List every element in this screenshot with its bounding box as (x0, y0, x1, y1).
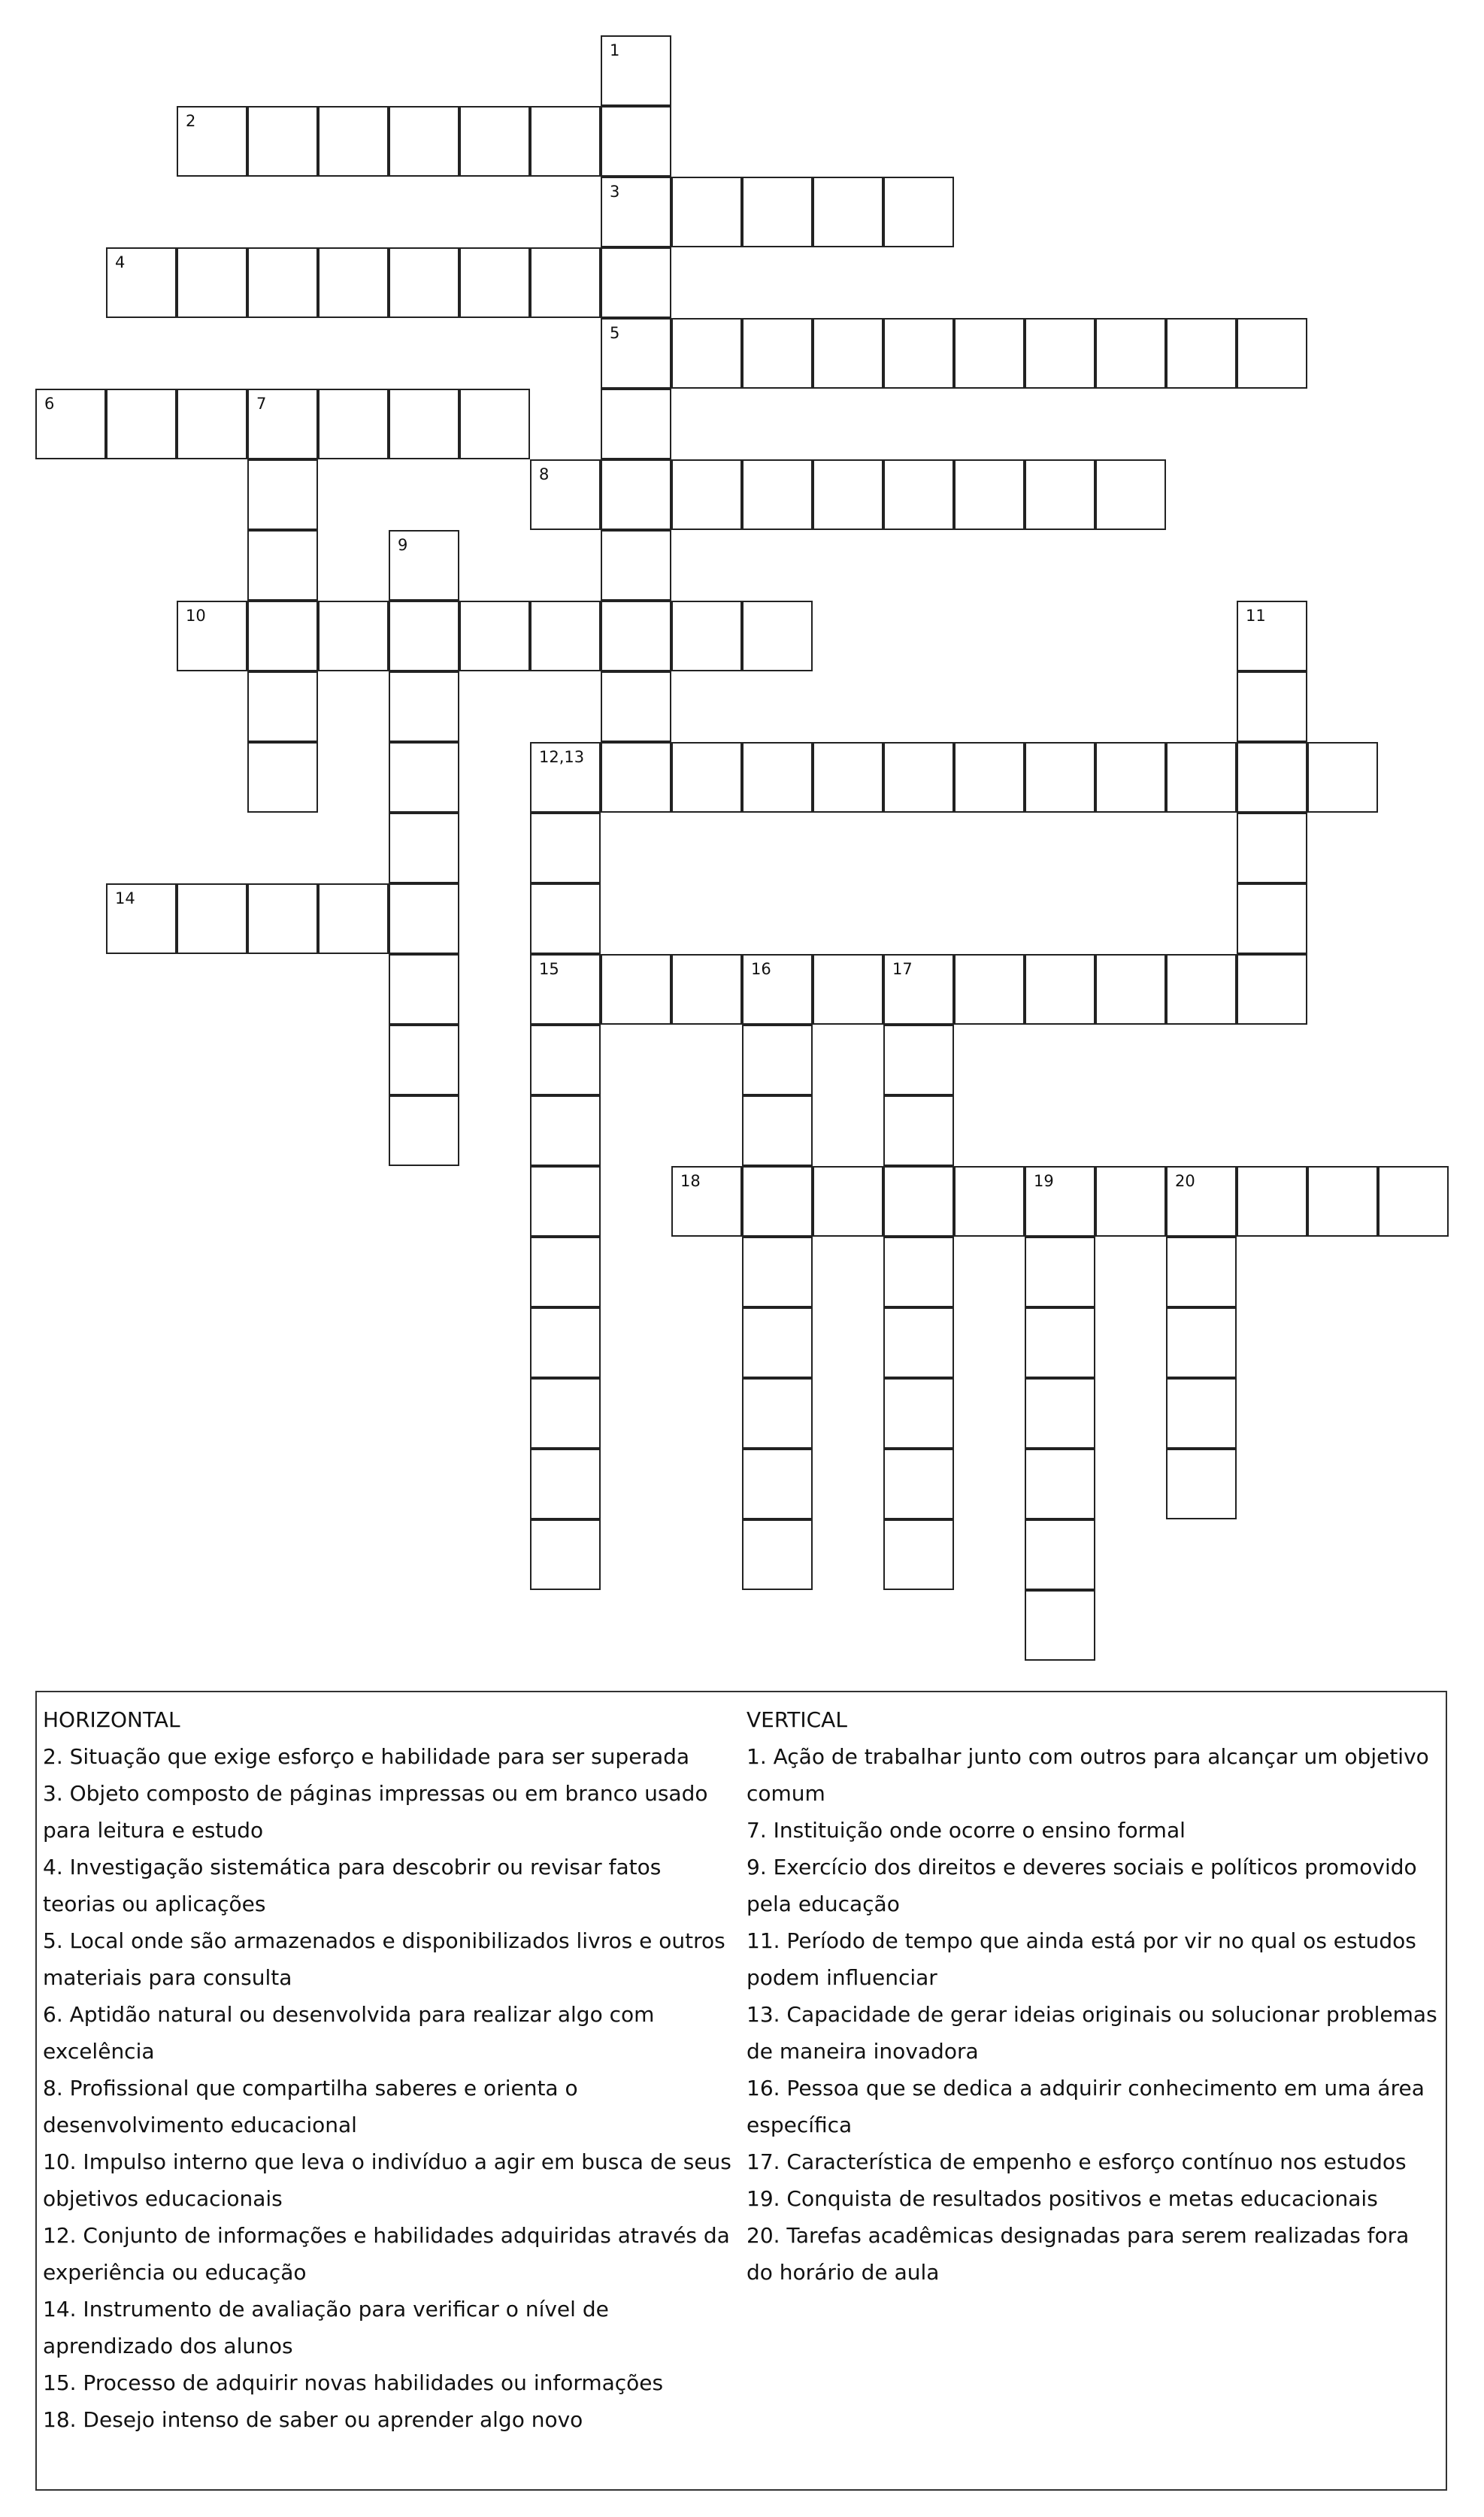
vertical-clue-list (747, 1738, 1442, 2291)
crossword-cell[interactable] (530, 247, 601, 318)
crossword-cell[interactable] (247, 247, 318, 318)
vertical-clue: 16. Pessoa que se dedica a adquirir conhecimento em uma área específica (747, 2076, 1425, 2137)
crossword-cell[interactable] (1307, 742, 1378, 813)
horizontal-clue: 5. Local onde são armazenados e disponibilizados livros e outros materiais para consulta (43, 1928, 725, 1990)
crossword-cell[interactable] (530, 813, 601, 883)
vertical-clue: 17. Característica de empenho e esforço contínuo nos estudos (747, 2149, 1407, 2174)
clue-number: 6 (44, 395, 55, 413)
clue-number: 8 (539, 465, 550, 483)
crossword-cell[interactable] (247, 742, 318, 813)
clue-number: 12,13 (539, 748, 585, 766)
crossword-cell[interactable] (177, 883, 247, 954)
crossword-cell[interactable] (318, 389, 389, 459)
crossword-cell[interactable] (1095, 1166, 1166, 1237)
vertical-clue: 20. Tarefas acadêmicas designadas para serem realizadas fora do horário de aula (747, 2223, 1410, 2285)
crossword-cell[interactable] (742, 1025, 813, 1095)
clue-number: 11 (1246, 607, 1266, 625)
crossword-cell[interactable] (601, 601, 671, 671)
crossword-cell[interactable] (601, 177, 671, 247)
crossword-cell[interactable] (1166, 742, 1237, 813)
crossword-cell[interactable] (813, 318, 883, 389)
crossword-cell[interactable] (530, 1449, 601, 1519)
crossword-cell[interactable] (530, 1166, 601, 1237)
crossword-cell[interactable] (1166, 1307, 1237, 1378)
crossword-cell[interactable] (883, 1307, 954, 1378)
crossword-cell[interactable] (601, 742, 671, 813)
crossword-cell[interactable] (1025, 742, 1095, 813)
crossword-cell[interactable] (883, 954, 954, 1025)
crossword-cell[interactable] (530, 1307, 601, 1378)
crossword-cell[interactable] (601, 459, 671, 530)
crossword-cell[interactable] (883, 1166, 954, 1237)
clue-number: 3 (610, 183, 620, 201)
crossword-cell[interactable] (1025, 1307, 1095, 1378)
crossword-cell[interactable] (389, 1025, 459, 1095)
crossword-cell[interactable] (1166, 1378, 1237, 1449)
crossword-cell[interactable] (459, 247, 530, 318)
vertical-clues-column (747, 1701, 1442, 2291)
crossword-cell[interactable] (1025, 1449, 1095, 1519)
vertical-clue: 11. Período de tempo que ainda está por vir no qual os estudos podem influenciar (747, 1928, 1416, 1990)
crossword-cell[interactable] (742, 1095, 813, 1166)
crossword-cell[interactable] (813, 459, 883, 530)
crossword-cell[interactable] (177, 601, 247, 671)
vertical-clue: 7. Instituição onde ocorre o ensino formal (747, 1818, 1186, 1843)
crossword-cell[interactable] (601, 954, 671, 1025)
clue-number: 19 (1034, 1172, 1054, 1190)
crossword-cell[interactable] (177, 389, 247, 459)
crossword-cell[interactable] (106, 389, 177, 459)
crossword-cell[interactable] (954, 742, 1025, 813)
crossword-cell[interactable] (318, 247, 389, 318)
clue-number: 10 (186, 607, 206, 625)
crossword-cell[interactable] (177, 106, 247, 177)
crossword-cell[interactable] (530, 459, 601, 530)
crossword-cell[interactable] (1095, 954, 1166, 1025)
crossword-cell[interactable] (601, 389, 671, 459)
crossword-cell[interactable] (389, 601, 459, 671)
crossword-cell[interactable] (389, 1095, 459, 1166)
clue-number: 20 (1175, 1172, 1195, 1190)
crossword-cell[interactable] (954, 459, 1025, 530)
crossword-cell[interactable] (1095, 459, 1166, 530)
crossword-cell[interactable] (742, 459, 813, 530)
crossword-cell[interactable] (318, 883, 389, 954)
horizontal-clue: 4. Investigação sistemática para descobrir ou revisar fatos teorias ou aplicações (43, 1855, 662, 1916)
crossword-cell[interactable] (1025, 459, 1095, 530)
crossword-cell[interactable] (1237, 318, 1307, 389)
clue-number: 17 (892, 960, 913, 978)
crossword-cell[interactable] (742, 318, 813, 389)
crossword-cell[interactable] (671, 601, 742, 671)
crossword-cell[interactable] (459, 389, 530, 459)
crossword-cell[interactable] (1025, 1378, 1095, 1449)
vertical-clue: 19. Conquista de resultados positivos e metas educacionais (747, 2186, 1378, 2211)
crossword-cell[interactable] (247, 530, 318, 601)
crossword-cell[interactable] (459, 601, 530, 671)
crossword-cell[interactable] (1237, 1166, 1307, 1237)
crossword-cell[interactable] (601, 530, 671, 601)
crossword-cell[interactable] (671, 177, 742, 247)
horizontal-clue: 6. Aptidão natural ou desenvolvida para realizar algo com excelência (43, 2002, 655, 2064)
crossword-cell[interactable] (883, 1025, 954, 1095)
vertical-clue: 13. Capacidade de gerar ideias originais ou solucionar problemas de maneira inovadora (747, 2002, 1437, 2064)
clue-number: 1 (610, 41, 620, 59)
crossword-cell[interactable] (883, 1095, 954, 1166)
crossword-cell[interactable] (742, 1166, 813, 1237)
crossword-cell[interactable] (389, 813, 459, 883)
clue-number: 18 (680, 1172, 701, 1190)
crossword-cell[interactable] (671, 954, 742, 1025)
clue-number: 4 (115, 253, 126, 271)
crossword-cell[interactable] (883, 742, 954, 813)
crossword-cell[interactable] (247, 389, 318, 459)
clue-number: 16 (751, 960, 771, 978)
crossword-cell[interactable] (1237, 813, 1307, 883)
crossword-cell[interactable] (389, 389, 459, 459)
clue-number: 5 (610, 324, 620, 342)
crossword-cell[interactable] (530, 1378, 601, 1449)
crossword-cell[interactable] (247, 106, 318, 177)
crossword-cell[interactable] (954, 1166, 1025, 1237)
crossword-cell[interactable] (742, 1237, 813, 1307)
horizontal-clue: 12. Conjunto de informações e habilidades adquiridas através da experiência ou educação (43, 2223, 730, 2285)
crossword-cell[interactable] (601, 35, 671, 106)
horizontal-clue: 10. Impulso interno que leva o indivíduo a agir em busca de seus objetivos educacionais (43, 2149, 731, 2211)
crossword-cell[interactable] (530, 1025, 601, 1095)
crossword-cell[interactable] (106, 247, 177, 318)
crossword-cell[interactable] (1166, 1449, 1237, 1519)
crossword-cell[interactable] (530, 1519, 601, 1590)
crossword-cell[interactable] (1237, 742, 1307, 813)
crossword-cell[interactable] (530, 742, 601, 813)
crossword-cell[interactable] (742, 601, 813, 671)
crossword-cell[interactable] (601, 106, 671, 177)
horizontal-clue: 14. Instrumento de avaliação para verificar o nível de aprendizado dos alunos (43, 2297, 609, 2358)
vertical-clues-title: VERTICAL (747, 1707, 847, 1732)
crossword-cell[interactable] (1095, 742, 1166, 813)
crossword-cell[interactable] (177, 247, 247, 318)
crossword-cell[interactable] (742, 742, 813, 813)
crossword-cell[interactable] (742, 954, 813, 1025)
crossword-cell[interactable] (1025, 1237, 1095, 1307)
crossword-cell[interactable] (530, 1095, 601, 1166)
crossword-cell[interactable] (1025, 1166, 1095, 1237)
horizontal-clue: 3. Objeto composto de páginas impressas ou em branco usado para leitura e estudo (43, 1781, 708, 1843)
crossword-cell[interactable] (813, 954, 883, 1025)
crossword-cell[interactable] (1166, 1237, 1237, 1307)
crossword-cell[interactable] (530, 601, 601, 671)
crossword-cell[interactable] (601, 318, 671, 389)
crossword-cell[interactable] (459, 106, 530, 177)
crossword-cell[interactable] (742, 1519, 813, 1590)
crossword-cell[interactable] (1237, 883, 1307, 954)
crossword-cell[interactable] (35, 389, 106, 459)
crossword-cell[interactable] (671, 742, 742, 813)
vertical-clue: 9. Exercício dos direitos e deveres sociais e políticos promovido pela educação (747, 1855, 1417, 1916)
crossword-cell[interactable] (247, 601, 318, 671)
vertical-clue: 1. Ação de trabalhar junto com outros para alcançar um objetivo comum (747, 1744, 1429, 1806)
crossword-cell[interactable] (247, 459, 318, 530)
clues-box (35, 1691, 1447, 2491)
crossword-cell[interactable] (954, 318, 1025, 389)
clue-number: 15 (539, 960, 559, 978)
crossword-cell[interactable] (813, 742, 883, 813)
clue-number: 14 (115, 889, 135, 907)
crossword-cell[interactable] (954, 954, 1025, 1025)
crossword-cell[interactable] (883, 1378, 954, 1449)
crossword-cell[interactable] (1025, 318, 1095, 389)
crossword-cell[interactable] (1025, 954, 1095, 1025)
crossword-cell[interactable] (389, 247, 459, 318)
crossword-cell[interactable] (106, 883, 177, 954)
crossword-cell[interactable] (1166, 318, 1237, 389)
crossword-cell[interactable] (671, 459, 742, 530)
clue-number: 2 (186, 112, 196, 130)
crossword-cell[interactable] (742, 177, 813, 247)
crossword-cell[interactable] (1307, 1166, 1378, 1237)
crossword-cell[interactable] (389, 742, 459, 813)
crossword-cell[interactable] (389, 530, 459, 601)
crossword-cell[interactable] (389, 106, 459, 177)
crossword-cell[interactable] (1025, 1590, 1095, 1661)
crossword-cell[interactable] (883, 1237, 954, 1307)
crossword-cell[interactable] (883, 177, 954, 247)
crossword-cell[interactable] (1166, 954, 1237, 1025)
crossword-cell[interactable] (813, 177, 883, 247)
crossword-cell[interactable] (883, 1519, 954, 1590)
crossword-cell[interactable] (883, 459, 954, 530)
crossword-cell[interactable] (813, 1166, 883, 1237)
crossword-cell[interactable] (1095, 318, 1166, 389)
crossword-cell[interactable] (671, 1166, 742, 1237)
horizontal-clue: 8. Profissional que compartilha saberes e orienta o desenvolvimento educacional (43, 2076, 578, 2137)
horizontal-clue-list (43, 1738, 734, 2438)
horizontal-clues-column (43, 1701, 734, 2438)
crossword-cell[interactable] (389, 671, 459, 742)
crossword-cell[interactable] (1166, 1166, 1237, 1237)
crossword-cell[interactable] (742, 1378, 813, 1449)
crossword-cell[interactable] (530, 883, 601, 954)
crossword-cell[interactable] (883, 1449, 954, 1519)
crossword-cell[interactable] (1025, 1519, 1095, 1590)
horizontal-clue: 15. Processo de adquirir novas habilidades ou informações (43, 2370, 664, 2395)
crossword-cell[interactable] (1378, 1166, 1449, 1237)
horizontal-clue: 18. Desejo intenso de saber ou aprender algo novo (43, 2407, 583, 2432)
crossword-cell[interactable] (247, 883, 318, 954)
crossword-cell[interactable] (247, 671, 318, 742)
crossword-cell[interactable] (1237, 601, 1307, 671)
crossword-cell[interactable] (389, 883, 459, 954)
crossword-cell[interactable] (530, 1237, 601, 1307)
clue-number: 9 (398, 536, 408, 554)
clue-number: 7 (256, 395, 267, 413)
crossword-cell[interactable] (530, 954, 601, 1025)
crossword-cell[interactable] (318, 106, 389, 177)
crossword-cell[interactable] (671, 318, 742, 389)
crossword-cell[interactable] (1237, 671, 1307, 742)
crossword-cell[interactable] (883, 318, 954, 389)
horizontal-clues-title: HORIZONTAL (43, 1707, 180, 1732)
crossword-cell[interactable] (1237, 954, 1307, 1025)
crossword-cell[interactable] (601, 247, 671, 318)
crossword-cell[interactable] (389, 954, 459, 1025)
crossword-cell[interactable] (318, 601, 389, 671)
crossword-cell[interactable] (601, 671, 671, 742)
crossword-cell[interactable] (530, 106, 601, 177)
horizontal-clue: 2. Situação que exige esforço e habilidade para ser superada (43, 1744, 690, 1769)
crossword-cell[interactable] (742, 1307, 813, 1378)
crossword-cell[interactable] (742, 1449, 813, 1519)
